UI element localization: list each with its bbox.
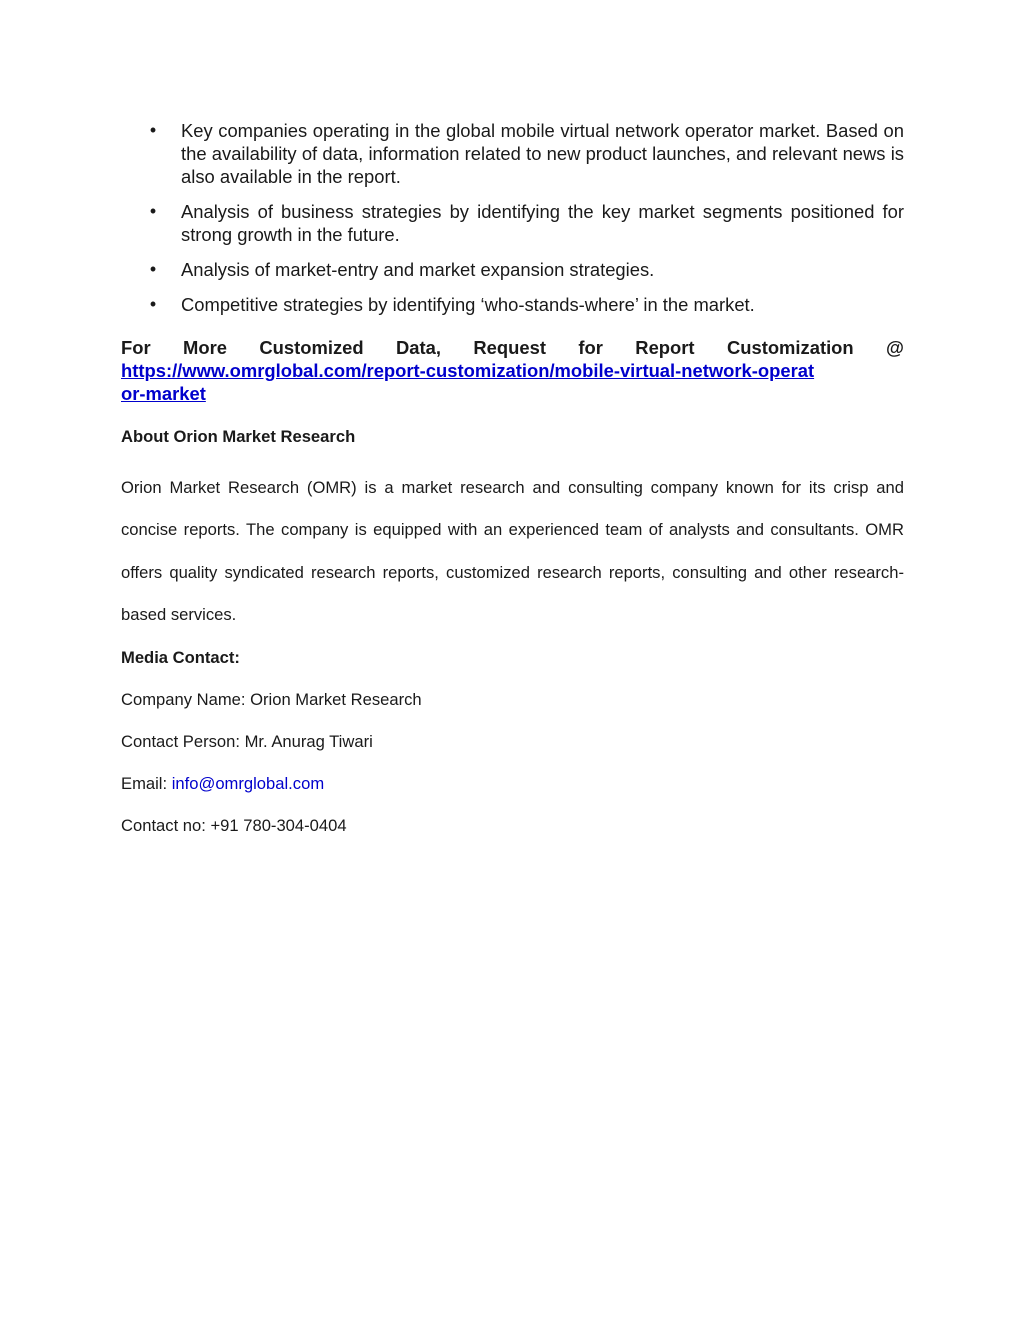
bullet-icon: •: [149, 120, 157, 140]
bullet-item-key-companies: [121, 119, 904, 188]
bullet-icon: •: [149, 201, 157, 221]
bullet-item-business-strategies: [121, 200, 904, 246]
customization-link[interactable]: https://www.omrglobal.com/report-customization/mobile-virtual-network-operator-market: [121, 360, 815, 404]
bullet-item-competitive-strategies: [121, 293, 904, 316]
about-heading: About Orion Market Research: [121, 427, 356, 446]
bullet-text: Competitive strategies by identifying ‘who-stands-where’ in the market.: [181, 294, 755, 315]
bullet-icon: •: [149, 294, 157, 314]
bullet-item-market-entry: [121, 258, 904, 281]
email-link[interactable]: info@omrglobal.com: [171, 774, 325, 794]
contact-person-line: Contact Person: Mr. Anurag Tiwari: [121, 732, 373, 752]
page-content: [121, 119, 904, 837]
customization-request-text: For More Customized Data, Request for Report Customization @: [121, 337, 904, 358]
media-contact-heading: Media Contact:: [121, 648, 240, 668]
bullet-text: Key companies operating in the global mobile virtual network operator market. Based on the availability of data, information related to new product launches, and relevant news is also available in the report.: [181, 120, 904, 187]
email-line: [121, 772, 904, 795]
email-label: Email:: [121, 774, 172, 794]
phone-line: Contact no: +91 780-304-0404: [121, 816, 347, 836]
bullet-icon: •: [149, 259, 157, 279]
bullet-text: Analysis of market-entry and market expansion strategies.: [181, 259, 655, 280]
feature-bullet-list: [121, 119, 904, 316]
company-name-line: Company Name: Orion Market Research: [121, 690, 422, 710]
about-paragraph: Orion Market Research (OMR) is a market research and consulting company known for its crisp and concise reports. The company is equipped with an experienced team of analysts and consultants. OMR offers quality syndicated research reports, customized research reports, consulting and other research-based services.: [121, 478, 904, 624]
bullet-text: Analysis of business strategies by identifying the key market segments positioned for strong growth in the future.: [181, 201, 904, 245]
